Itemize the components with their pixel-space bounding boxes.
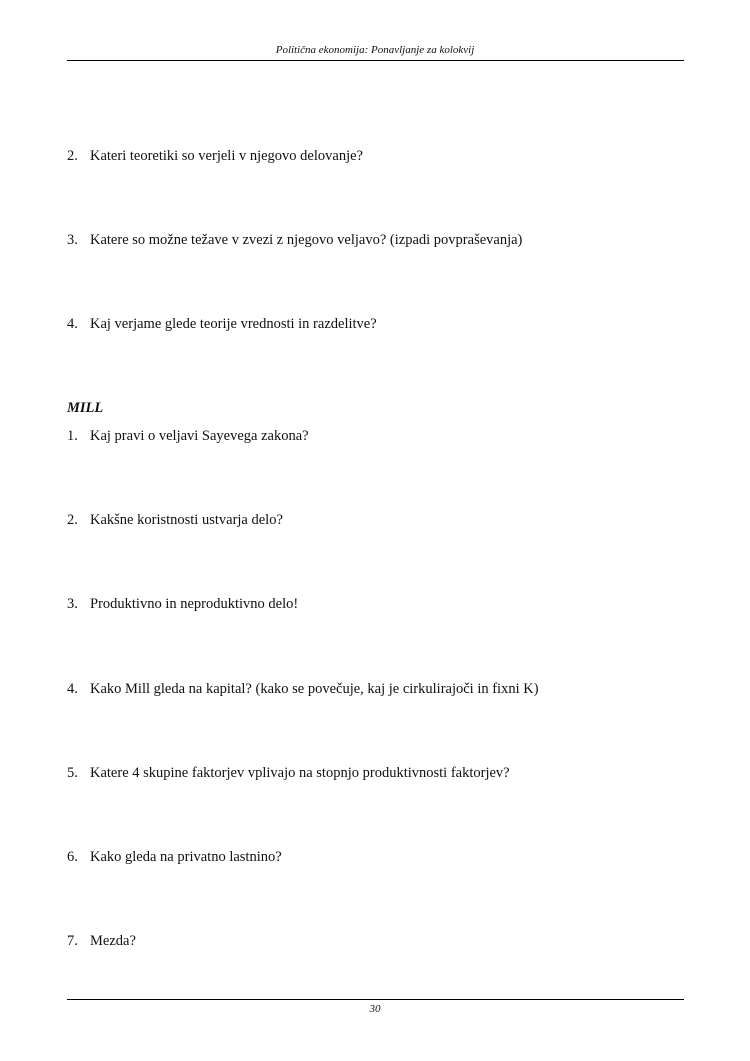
footer-rule bbox=[67, 999, 684, 1000]
running-header: Politična ekonomija: Ponavljanje za kolokvij bbox=[275, 44, 475, 56]
question-text: Produktivno in neproduktivno delo! bbox=[90, 596, 299, 612]
question-item bbox=[67, 148, 363, 165]
question-item bbox=[67, 428, 309, 445]
question-text: Kako gleda na privatno lastnino? bbox=[90, 849, 282, 865]
question-item bbox=[67, 765, 510, 782]
header-rule bbox=[67, 60, 684, 61]
question-number: 4. bbox=[67, 681, 78, 697]
question-number: 5. bbox=[67, 765, 78, 781]
page-number: 30 bbox=[369, 1003, 381, 1015]
question-item bbox=[67, 232, 522, 249]
question-item bbox=[67, 596, 298, 613]
question-item bbox=[67, 681, 539, 698]
question-text: Kako Mill gleda na kapital? (kako se povečuje, kaj je cirkulirajoči in fixni K) bbox=[90, 681, 539, 697]
question-number: 4. bbox=[67, 316, 78, 332]
question-item bbox=[67, 316, 377, 333]
question-number: 1. bbox=[67, 428, 78, 444]
question-number: 2. bbox=[67, 148, 78, 164]
question-number: 7. bbox=[67, 933, 78, 949]
question-number: 3. bbox=[67, 596, 78, 612]
question-text: Katere so možne težave v zvezi z njegovo veljavo? (izpadi povpraševanja) bbox=[90, 232, 523, 248]
question-item bbox=[67, 512, 283, 529]
question-text: Mezda? bbox=[90, 933, 136, 949]
question-item bbox=[67, 849, 282, 866]
question-text: Kateri teoretiki so verjeli v njegovo delovanje? bbox=[90, 148, 363, 164]
question-text: Kaj verjame glede teorije vrednosti in razdelitve? bbox=[90, 316, 377, 332]
question-number: 2. bbox=[67, 512, 78, 528]
question-text: Kaj pravi o veljavi Sayevega zakona? bbox=[90, 428, 309, 444]
question-number: 6. bbox=[67, 849, 78, 865]
question-text: Katere 4 skupine faktorjev vplivajo na stopnjo produktivnosti faktorjev? bbox=[90, 765, 510, 781]
question-number: 3. bbox=[67, 232, 78, 248]
section-heading: MILL bbox=[67, 400, 104, 416]
question-text: Kakšne koristnosti ustvarja delo? bbox=[90, 512, 283, 528]
question-item bbox=[67, 933, 136, 950]
